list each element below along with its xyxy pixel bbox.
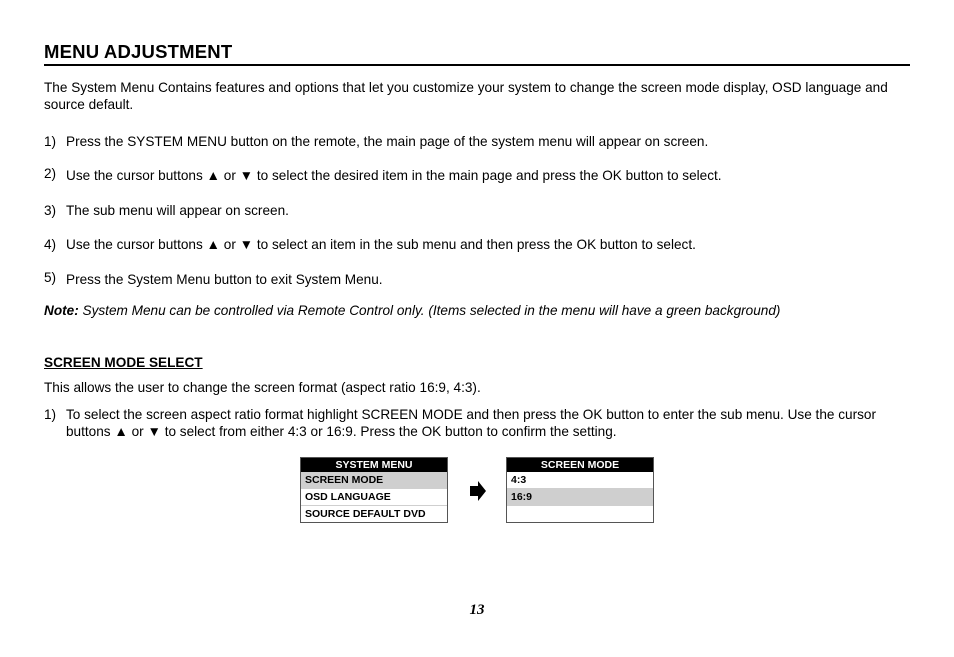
- step-text: The sub menu will appear on screen.: [66, 203, 289, 218]
- system-menu-header: SYSTEM MENU: [301, 458, 447, 472]
- screen-mode-menu-illustration: [506, 457, 654, 523]
- screen-mode-item-4-3: 4:3: [507, 472, 653, 489]
- step-text: To select the screen aspect ratio format highlight SCREEN MODE and then press the OK button to enter the sub menu. Use the cursor buttons ▲ or ▼ to select from either 4:3 or 16:9. Press the OK button to confirm the setting.: [66, 407, 876, 439]
- page-number: 13: [469, 602, 485, 618]
- step-number: 2): [44, 166, 57, 181]
- note: [44, 303, 780, 318]
- page-title: MENU ADJUSTMENT: [44, 41, 233, 62]
- system-menu-item-source-default: SOURCE DEFAULT DVD: [305, 508, 426, 520]
- step-text: Press the SYSTEM MENU button on the remote, the main page of the system menu will appear on screen.: [66, 134, 709, 149]
- step-number: 1): [44, 134, 57, 149]
- system-menu-illustration: [300, 457, 448, 523]
- title-divider: [44, 64, 910, 66]
- step-number: 1): [44, 407, 57, 422]
- note-label: Note:: [44, 303, 79, 318]
- screen-mode-item-empty: [507, 506, 653, 522]
- note-text: System Menu can be controlled via Remote Control only. (Items selected in the menu will have a green background): [78, 303, 781, 318]
- step-text: Use the cursor buttons ▲ or ▼ to select the desired item in the main page and press the OK button to select.: [66, 168, 722, 183]
- intro-paragraph: The System Menu Contains features and options that let you customize your system to change the screen mode display, OSD language and source default.: [44, 80, 888, 112]
- screen-mode-menu-header: SCREEN MODE: [507, 458, 653, 472]
- screen-mode-item-16-9: 16:9: [507, 489, 653, 506]
- section-heading: SCREEN MODE SELECT: [44, 355, 203, 370]
- step-number: 4): [44, 237, 57, 252]
- system-menu-item-osd-language: OSD LANGUAGE: [301, 489, 447, 506]
- step-number: 3): [44, 203, 57, 218]
- step-text: Use the cursor buttons ▲ or ▼ to select an item in the sub menu and then press the OK button to select.: [66, 237, 696, 252]
- step-text: Press the System Menu button to exit System Menu.: [66, 272, 383, 287]
- step-number: 5): [44, 270, 57, 285]
- section-description: This allows the user to change the screen format (aspect ratio 16:9, 4:3).: [44, 380, 481, 395]
- system-menu-item-screen-mode: SCREEN MODE: [301, 472, 447, 489]
- right-arrow-icon: [469, 480, 487, 502]
